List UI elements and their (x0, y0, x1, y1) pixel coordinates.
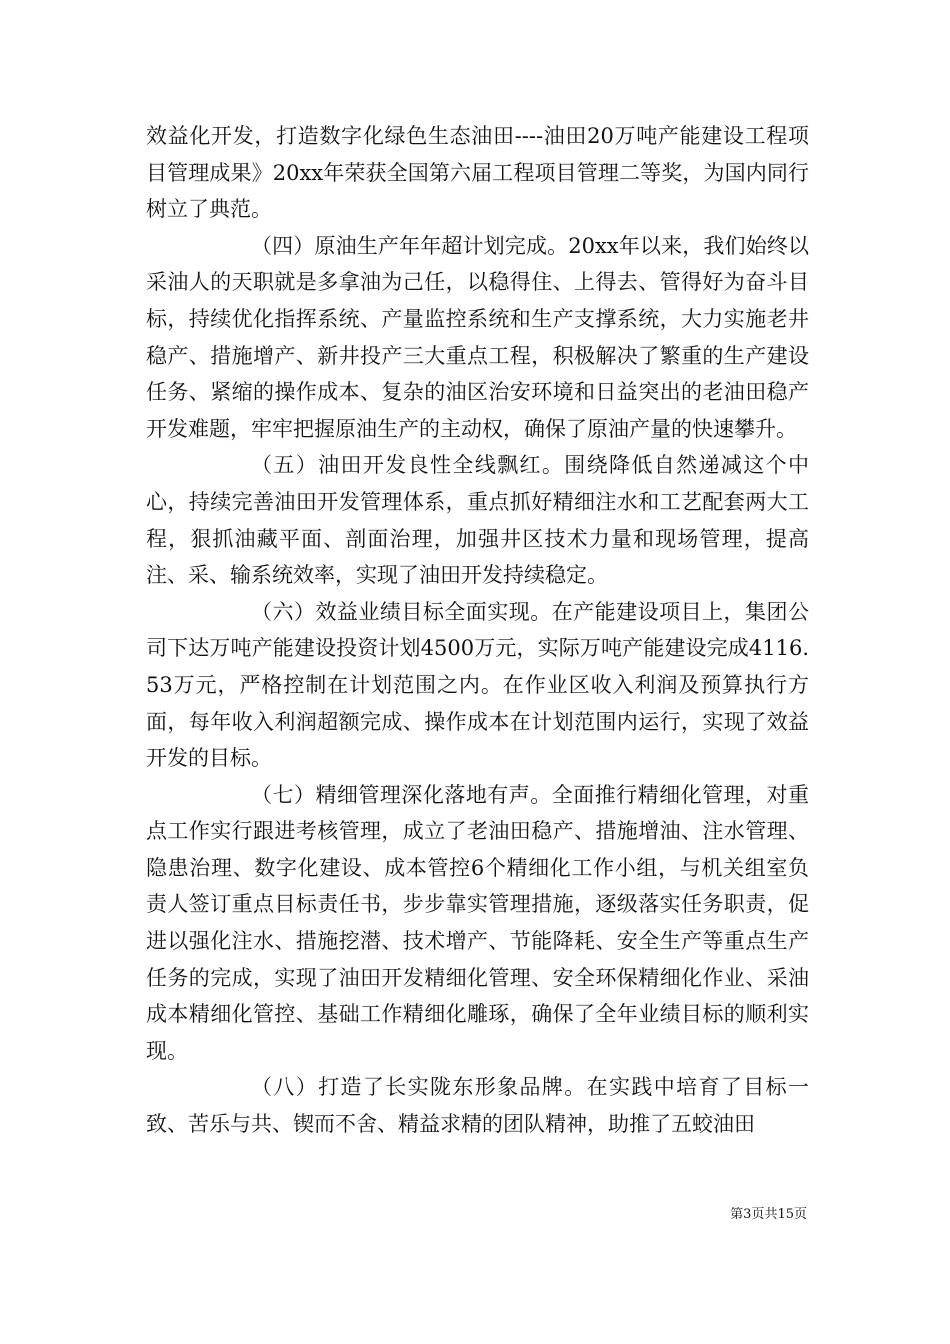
document-body (146, 118, 809, 1143)
paragraph-section-4: （四）原油生产年年超计划完成。20xx年以来，我们始终以采油人的天职就是多拿油为己任，以稳得住、上得去、管得好为奋斗目标，持续优化指挥系统、产量监控系统和生产支撑系统，大力实施老井稳产、措施增产、新井投产三大重点工程，积极解决了繁重的生产建设任务、紧缩的操作成本、复杂的油区治安环境和日益突出的老油田稳产开发难题，牢牢把握原油生产的主动权，确保了原油产量的快速攀升。 (146, 233, 809, 441)
page-number-footer: 第3页共15页 (730, 1207, 807, 1222)
paragraph-section-6: （六）效益业绩目标全面实现。在产能建设项目上，集团公司下达万吨产能建设投资计划4500万元，实际万吨产能建设完成4116.53万元，严格控制在计划范围之内。在作业区收入利润及预算执行方面，每年收入利润超额完成、操作成本在计划范围内运行，实现了效益开发的目标。 (146, 599, 809, 771)
paragraph-section-7: （七）精细管理深化落地有声。全面推行精细化管理，对重点工作实行跟进考核管理，成立了老油田稳产、措施增油、注水管理、隐患治理、数字化建设、成本管控6个精细化工作小组，与机关组室负责人签订重点目标责任书，步步靠实管理措施，逐级落实任务职责，促进以强化注水、措施挖潜、技术增产、节能降耗、安全生产等重点生产任务的完成，实现了油田开发精细化管理、安全环保精细化作业、采油成本精细化管控、基础工作精细化雕琢，确保了全年业绩目标的顺利实现。 (146, 782, 809, 1063)
paragraph-section-8: （八）打造了长实陇东形象品牌。在实践中培育了目标一致、苦乐与共、锲而不舍、精益求精的团队精神，助推了五蛟油田 (146, 1075, 809, 1137)
paragraph-section-5: （五）油田开发良性全线飘红。围绕降低自然递减这个中心，持续完善油田开发管理体系，重点抓好精细注水和工艺配套两大工程，狠抓油藏平面、剖面治理，加强井区技术力量和现场管理，提高注、采、输系统效率，实现了油田开发持续稳定。 (146, 453, 809, 588)
paragraph-continuation: 效益化开发，打造数字化绿色生态油田----油田20万吨产能建设工程项目管理成果》20xx年荣获全国第六届工程项目管理二等奖，为国内同行树立了典范。 (146, 124, 809, 222)
